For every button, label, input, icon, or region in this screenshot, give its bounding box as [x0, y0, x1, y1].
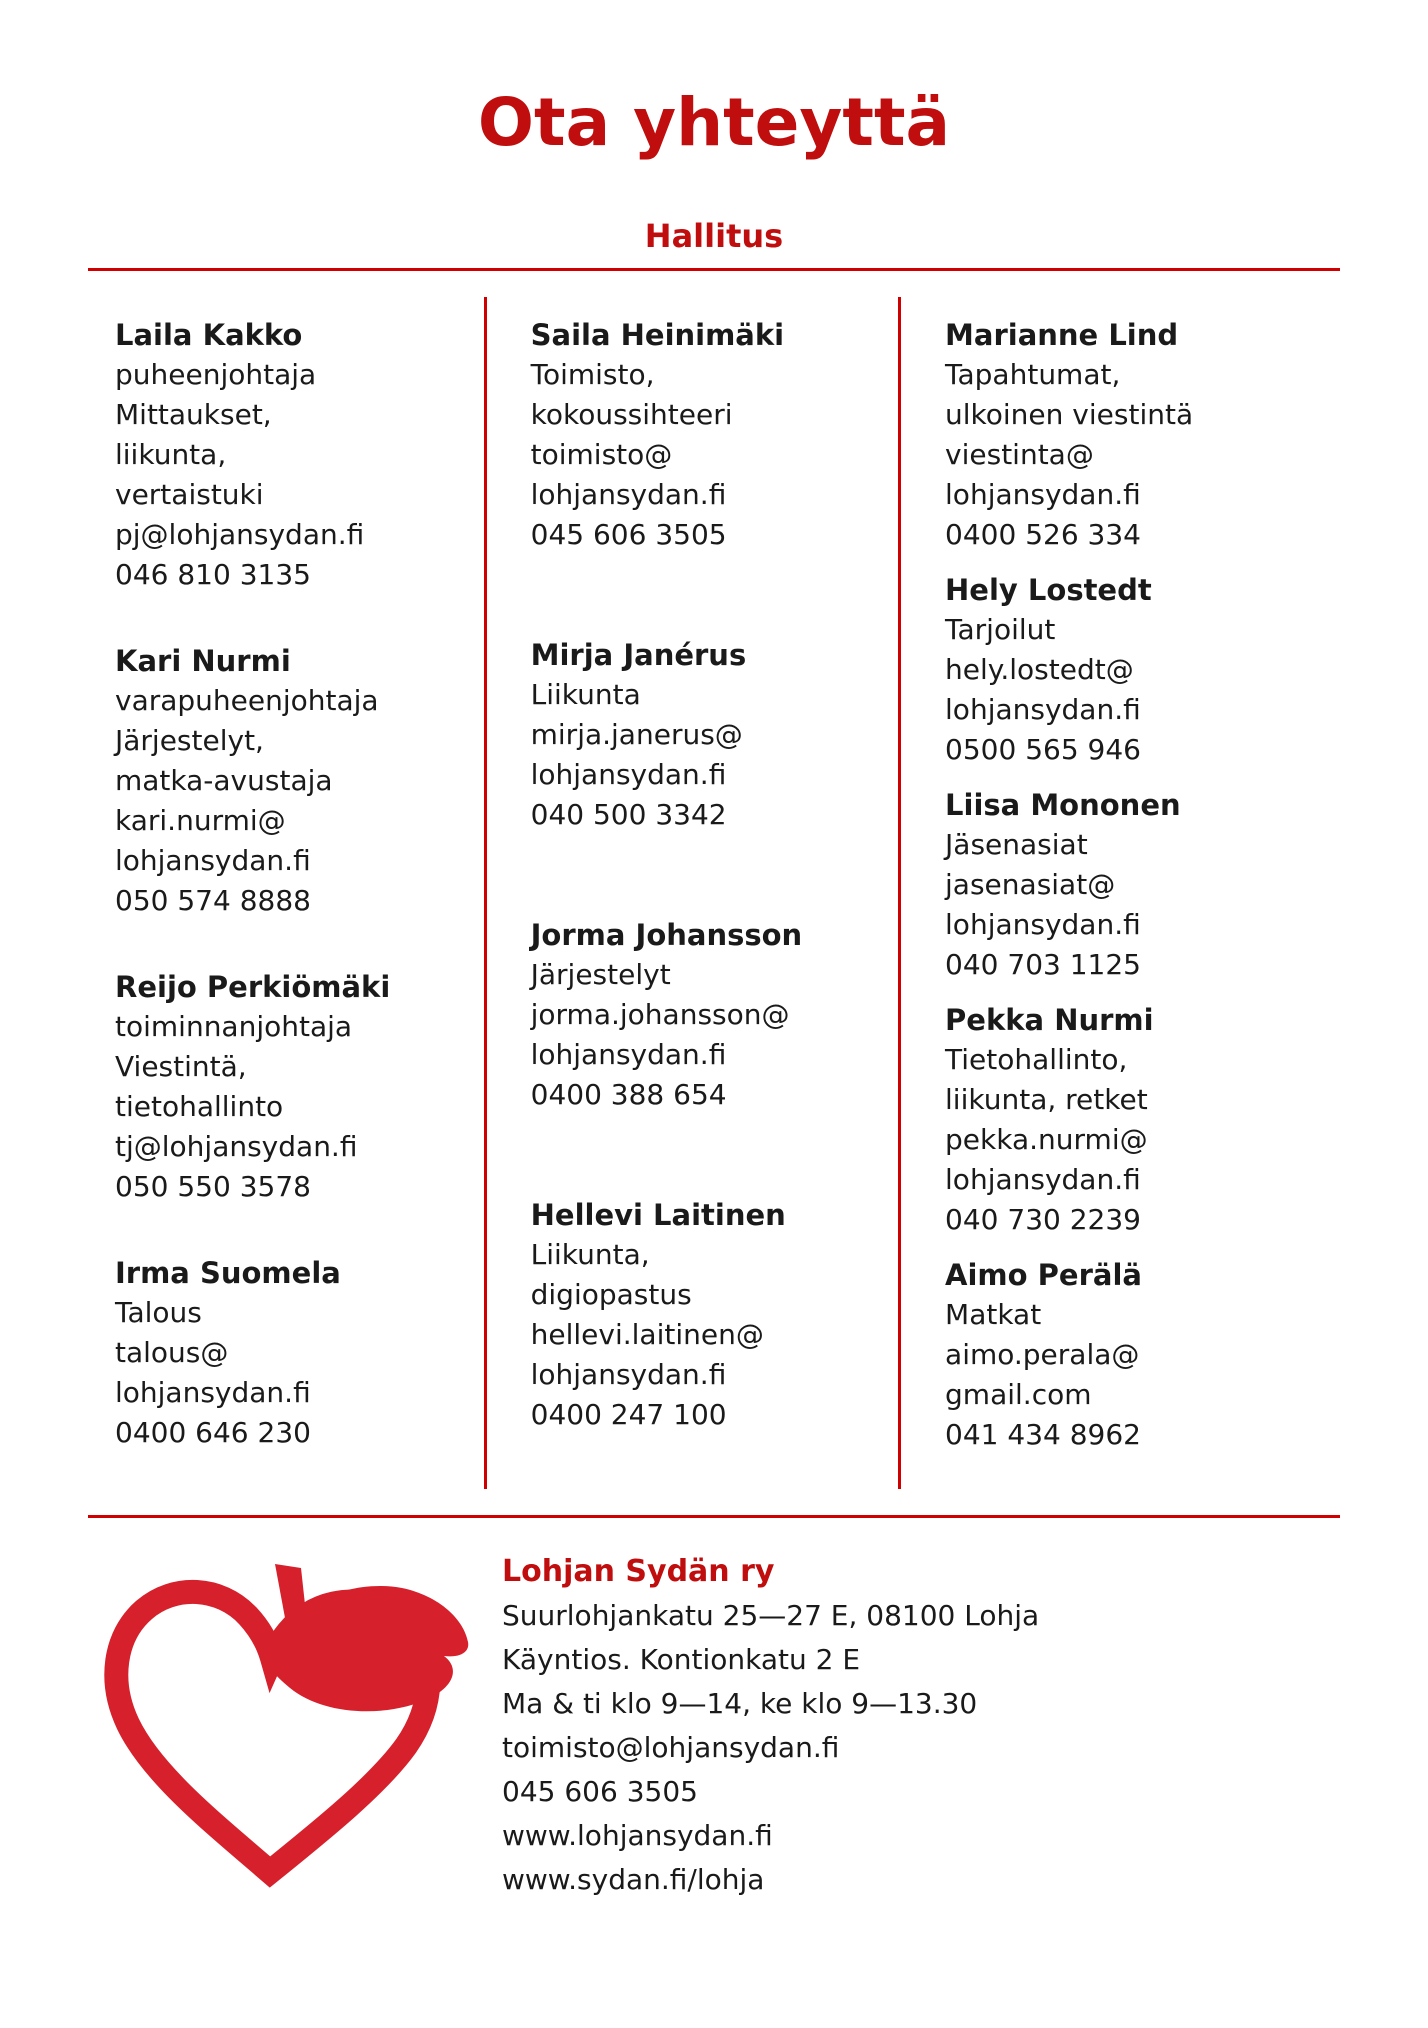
- contact-detail-line: tj@lohjansydan.fi: [115, 1130, 358, 1164]
- contact-detail-line: vertaistuki: [115, 478, 264, 512]
- contact-detail-line: lohjansydan.fi: [530, 758, 727, 792]
- bottom-divider: [88, 1515, 1340, 1518]
- contact-name: Marianne Lind: [945, 318, 1179, 353]
- contact-detail-line: lohjansydan.fi: [530, 1358, 727, 1392]
- contact-detail-line: hely.lostedt@: [945, 653, 1134, 687]
- contact-detail-line: lohjansydan.fi: [530, 478, 727, 512]
- contact-detail-line: Liikunta,: [530, 1238, 650, 1272]
- contact-detail-line: 0400 247 100: [530, 1398, 727, 1432]
- contact-detail-line: pekka.nurmi@: [945, 1123, 1148, 1157]
- contact-detail-line: digiopastus: [530, 1278, 692, 1312]
- contact-detail-line: 040 500 3342: [530, 798, 727, 832]
- contact-detail-line: aimo.perala@: [945, 1338, 1140, 1372]
- heart-leaf-logo: [92, 1546, 480, 1896]
- contact-detail-line: 040 730 2239: [945, 1203, 1141, 1237]
- contact-card: [115, 315, 464, 595]
- section-heading-hallitus: Hallitus: [644, 217, 784, 256]
- contact-detail-line: Tarjoilut: [945, 613, 1056, 647]
- footer-line: Käyntios. Kontionkatu 2 E: [502, 1643, 861, 1677]
- contact-detail-line: tietohallinto: [115, 1090, 284, 1124]
- contact-column-1: [88, 297, 484, 1489]
- contact-card: [531, 915, 878, 1115]
- footer-line: 045 606 3505: [502, 1775, 698, 1809]
- contact-detail-line: 0400 388 654: [530, 1078, 727, 1112]
- contact-detail-line: 040 703 1125: [945, 948, 1141, 982]
- footer-line: Ma & ti klo 9—14, ke klo 9—13.30: [502, 1687, 978, 1721]
- contact-detail-line: lohjansydan.fi: [945, 693, 1141, 727]
- contact-name: Hely Lostedt: [945, 573, 1152, 608]
- top-divider: [88, 268, 1340, 271]
- contact-detail-line: 050 550 3578: [115, 1170, 311, 1204]
- footer-line: www.lohjansydan.fi: [502, 1819, 773, 1853]
- contact-name: Liisa Mononen: [945, 788, 1181, 823]
- contact-card: [945, 315, 1334, 555]
- contact-detail-line: Toimisto,: [530, 358, 655, 392]
- contact-detail-line: 046 810 3135: [115, 558, 311, 592]
- contact-detail-line: kari.nurmi@: [115, 804, 286, 838]
- contact-name: Kari Nurmi: [115, 644, 291, 679]
- contact-detail-line: Jäsenasiat: [945, 828, 1088, 862]
- contact-detail-line: jorma.johansson@: [530, 998, 790, 1032]
- contact-detail-line: 0400 526 334: [945, 518, 1141, 552]
- contact-detail-line: Järjestelyt: [530, 958, 671, 992]
- contact-name: Hellevi Laitinen: [530, 1198, 786, 1233]
- contact-card: [945, 570, 1334, 770]
- contact-detail-line: puheenjohtaja: [115, 358, 317, 392]
- contact-detail-line: varapuheenjohtaja: [115, 684, 379, 718]
- contact-card: [945, 785, 1334, 985]
- heart-leaf-logo-svg: [92, 1554, 470, 1892]
- contact-detail-line: matka-avustaja: [115, 764, 333, 798]
- contact-detail-line: talous@: [115, 1336, 229, 1370]
- page-title: Ota yhteyttä: [477, 84, 951, 161]
- contact-detail-line: lohjansydan.fi: [945, 1163, 1141, 1197]
- contact-name: Reijo Perkiömäki: [115, 970, 391, 1005]
- contact-card: [531, 315, 878, 555]
- contact-column-2: [484, 297, 898, 1489]
- contact-detail-line: gmail.com: [945, 1378, 1092, 1412]
- contact-detail-line: 0500 565 946: [945, 733, 1141, 767]
- footer: [92, 1546, 1340, 1902]
- contact-detail-line: 041 434 8962: [945, 1418, 1141, 1452]
- contact-card: [531, 635, 878, 835]
- contact-card: [115, 641, 464, 921]
- contact-detail-line: ulkoinen viestintä: [945, 398, 1194, 432]
- contact-card: [945, 1255, 1334, 1455]
- org-name: Lohjan Sydän ry: [502, 1554, 775, 1590]
- contact-name: Jorma Johansson: [530, 918, 803, 953]
- footer-text-block: [480, 1546, 1039, 1902]
- contact-card: [945, 1000, 1334, 1240]
- contact-detail-line: Matkat: [945, 1298, 1042, 1332]
- contact-detail-line: mirja.janerus@: [530, 718, 743, 752]
- contact-detail-line: Tapahtumat,: [945, 358, 1121, 392]
- contact-card: [115, 967, 464, 1207]
- contact-name: Saila Heinimäki: [530, 318, 785, 353]
- contact-detail-line: liikunta, retket: [945, 1083, 1148, 1117]
- contact-detail-line: jasenasiat@: [945, 868, 1116, 902]
- contact-detail-line: 045 606 3505: [530, 518, 727, 552]
- contact-detail-line: lohjansydan.fi: [945, 908, 1141, 942]
- contact-detail-line: lohjansydan.fi: [115, 1376, 311, 1410]
- contact-detail-line: viestinta@: [945, 438, 1094, 472]
- contact-detail-line: Tietohallinto,: [945, 1043, 1128, 1077]
- contact-detail-line: lohjansydan.fi: [115, 844, 311, 878]
- contact-detail-line: lohjansydan.fi: [945, 478, 1141, 512]
- footer-line: toimisto@lohjansydan.fi: [502, 1731, 840, 1765]
- contact-detail-line: 050 574 8888: [115, 884, 311, 918]
- contact-detail-line: lohjansydan.fi: [530, 1038, 727, 1072]
- contact-detail-line: kokoussihteeri: [530, 398, 733, 432]
- footer-line: Suurlohjankatu 25—27 E, 08100 Lohja: [502, 1599, 1040, 1633]
- footer-lines: [502, 1594, 1039, 1902]
- contact-detail-line: 0400 646 230: [115, 1416, 311, 1450]
- footer-line: www.sydan.fi/lohja: [502, 1863, 765, 1897]
- contact-column-3: [898, 297, 1340, 1489]
- contact-detail-line: Viestintä,: [115, 1050, 247, 1084]
- contact-detail-line: Mittaukset,: [115, 398, 272, 432]
- contact-detail-line: liikunta,: [115, 438, 227, 472]
- contact-name: Laila Kakko: [115, 318, 303, 353]
- contact-name: Aimo Perälä: [945, 1258, 1142, 1293]
- contact-name: Pekka Nurmi: [945, 1003, 1154, 1038]
- contact-name: Irma Suomela: [115, 1256, 341, 1291]
- contact-detail-line: Järjestelyt,: [115, 724, 264, 758]
- contact-card: [531, 1195, 878, 1435]
- contact-detail-line: toimisto@: [530, 438, 673, 472]
- contact-name: Mirja Janérus: [530, 638, 747, 673]
- contact-detail-line: toiminnanjohtaja: [115, 1010, 353, 1044]
- contact-detail-line: hellevi.laitinen@: [530, 1318, 764, 1352]
- contact-detail-line: Liikunta: [530, 678, 641, 712]
- board-contact-columns: [88, 297, 1340, 1489]
- contact-detail-line: pj@lohjansydan.fi: [115, 518, 365, 552]
- contact-detail-line: Talous: [115, 1296, 202, 1330]
- contact-card: [115, 1253, 464, 1453]
